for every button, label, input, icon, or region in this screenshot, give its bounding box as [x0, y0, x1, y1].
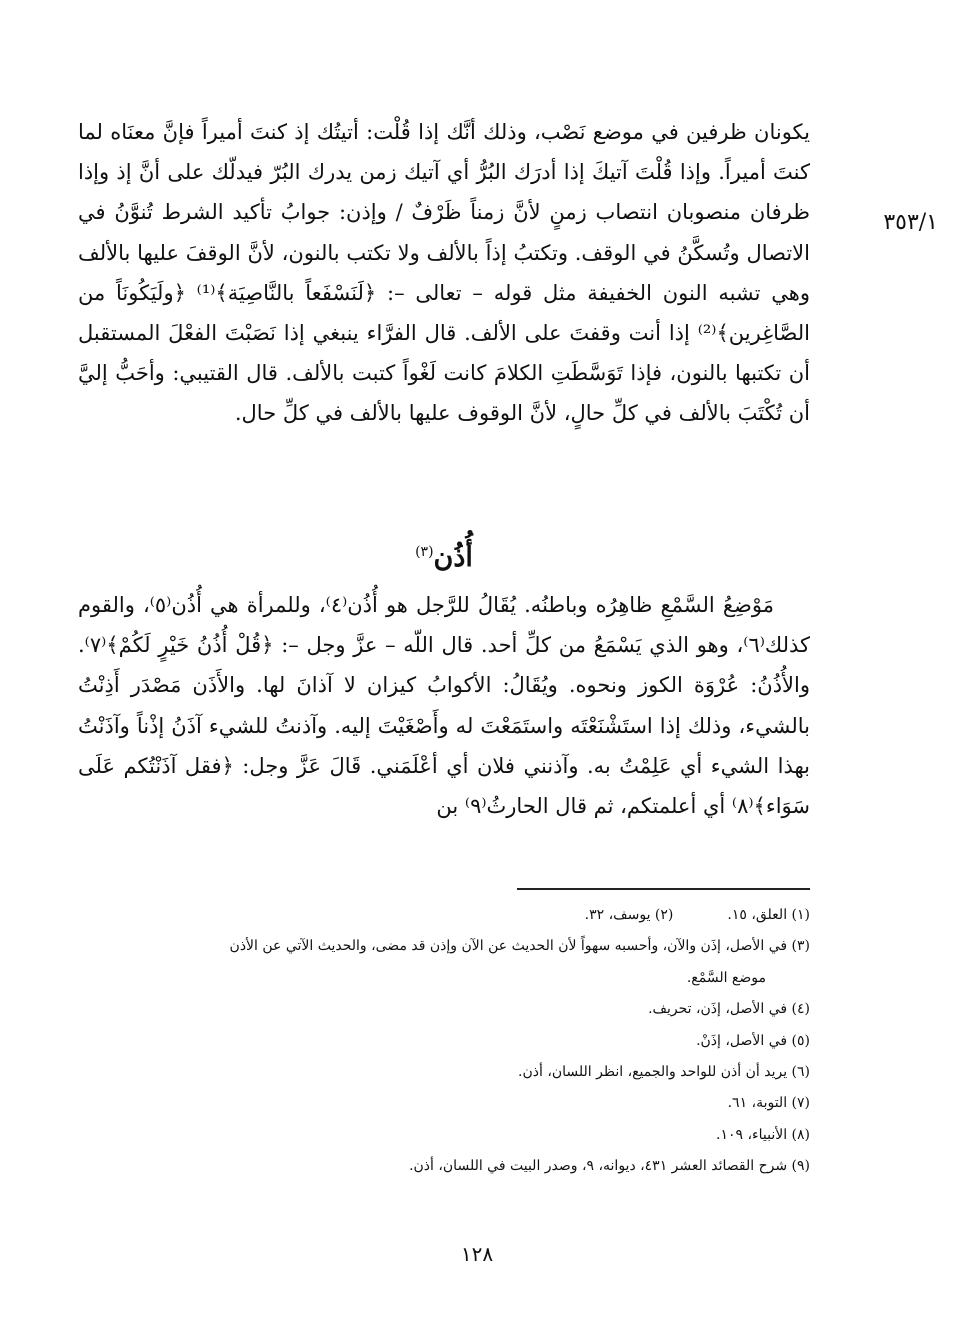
- footnote-2: (٢) يوسف، ٣٢.: [584, 907, 674, 923]
- footnote-line: [78, 900, 810, 931]
- footnote-5: (٥) في الأصل، إذَنْ.: [696, 1032, 810, 1049]
- footnote-1: (١) العلق، ١٥.: [727, 907, 810, 923]
- footnote-3: (٣) في الأصل، إذَن والآن، وأحسبه سهواً لأن الحديث عن الآن وإذن قد مضى، والحديث الآتي عن الأذن: [229, 938, 810, 955]
- paragraph: يكونان ظرفين في موضع نَصْب، وذلك أنَّك إذا قُلْت: أتيتُك إذ كنتَ أميراً فإنَّ معنَاه لما كنتَ أميراً. وإذا قُلْتَ آتيكَ إذا أدرَك البُرُّ أي آتيك زمن يدرك البُرّ فيدلّك على أنَّ إذ وإذا ظرفان منصوبان انتصاب زمنٍ لأنَّ زمناً ظَرْفٌ / وإذن: جوابُ تأكيد الشرط تُنوَّنُ في الاتصال وتُسكَّنُ في الوقف. وتكتبُ إذاً بالألف ولا تكتب بالنون، لأنَّ الوقفَ عليها بالألف وهي تشبه النون الخفيفة مثل قوله – تعالى –: ﴿لَنَسْفَعاً بالنَّاصِيَة﴾⁽¹⁾ ﴿ولَيَكُونَاً من الصَّاغِرين﴾⁽²⁾ إذا أنت وقفتَ على الألف. قال الفرَّاء ينبغي إذا نَصَبْتَ الفعْلَ المستقبل أن تكتبها بالنون، فإذا تَوَسَّطَتِ الكلامَ كانت لَغْواً كتبت بالألف. قال القتيبي: وأحَبُّ إليَّ أن تُكْتَبَ بالألف في كلِّ حالٍ، لأنَّ الوقوف عليها بالألف في كلِّ حال.: [78, 120, 810, 426]
- footnotes: [78, 900, 810, 1183]
- main-text-block-1: [78, 112, 810, 434]
- footnote-9: (٩) شرح القصائد العشر ٤٣١، ديوانه، ٩، وصدر البيت في اللسان، أذن.: [409, 1158, 810, 1175]
- main-text-block-2: [78, 585, 810, 826]
- footnote-3-continuation: موضع السَّمْع.: [686, 969, 766, 986]
- footnote-8: (٨) الأنبياء، ١٠٩.: [716, 1126, 810, 1143]
- section-heading: [78, 532, 810, 578]
- footnote-4: (٤) في الأصل، إذَن، تحريف.: [648, 1001, 810, 1018]
- page-number: ١٢٨: [460, 1242, 494, 1266]
- footnote-7: (٧) التوبة، ٦١.: [727, 1095, 810, 1112]
- footnote-6: (٦) يريد أن أذن للواحد والجميع، انظر اللسان، أذن.: [518, 1064, 810, 1081]
- heading-title: أُذُن: [433, 542, 473, 573]
- heading-note-ref: (٣): [415, 544, 434, 560]
- footnote-separator: [517, 888, 810, 890]
- paragraph: مَوْضِعُ السَّمْعِ ظاهِرُه وباطنُه. يُقَالُ للرَّجل هو أُذُن⁽٤⁾، وللمرأة هي أُذُن⁽٥⁾، والقوم كذلك⁽٦⁾، وهو الذي يَسْمَعُ من كلِّ أحد. قال اللّه – عزَّ وجل –: ﴿قُلْ أُذُنُ خَيْرٍ لَكُمْ﴾⁽٧⁾. والأُذُنُ: عُرْوَة الكوز ونحوه. ويُقَالُ: الأكوابُ كيزان لا آذانَ لها. والأَذَن مَصْدَر أَذِنْتُ بالشيء، وذلك إذا استَشْنَعْتَه واستَمَعْتَ له وأَصْغَيْتَ إليه. وآذنتُ للشيء آذَنُ إذْناً وآذَنْتُ بهذا الشيء أي عَلِمْتُ به. وآذنني فلان أي أعْلَمَني. قَالَ عَزَّ وجل: ﴿فقل آذَنْتُكم عَلَى سَوَاء﴾⁽٨⁾ أي أعلمتكم، ثم قال الحارثُ⁽٩⁾ بن: [78, 593, 810, 819]
- margin-reference: ٣٥٣/١: [883, 210, 938, 235]
